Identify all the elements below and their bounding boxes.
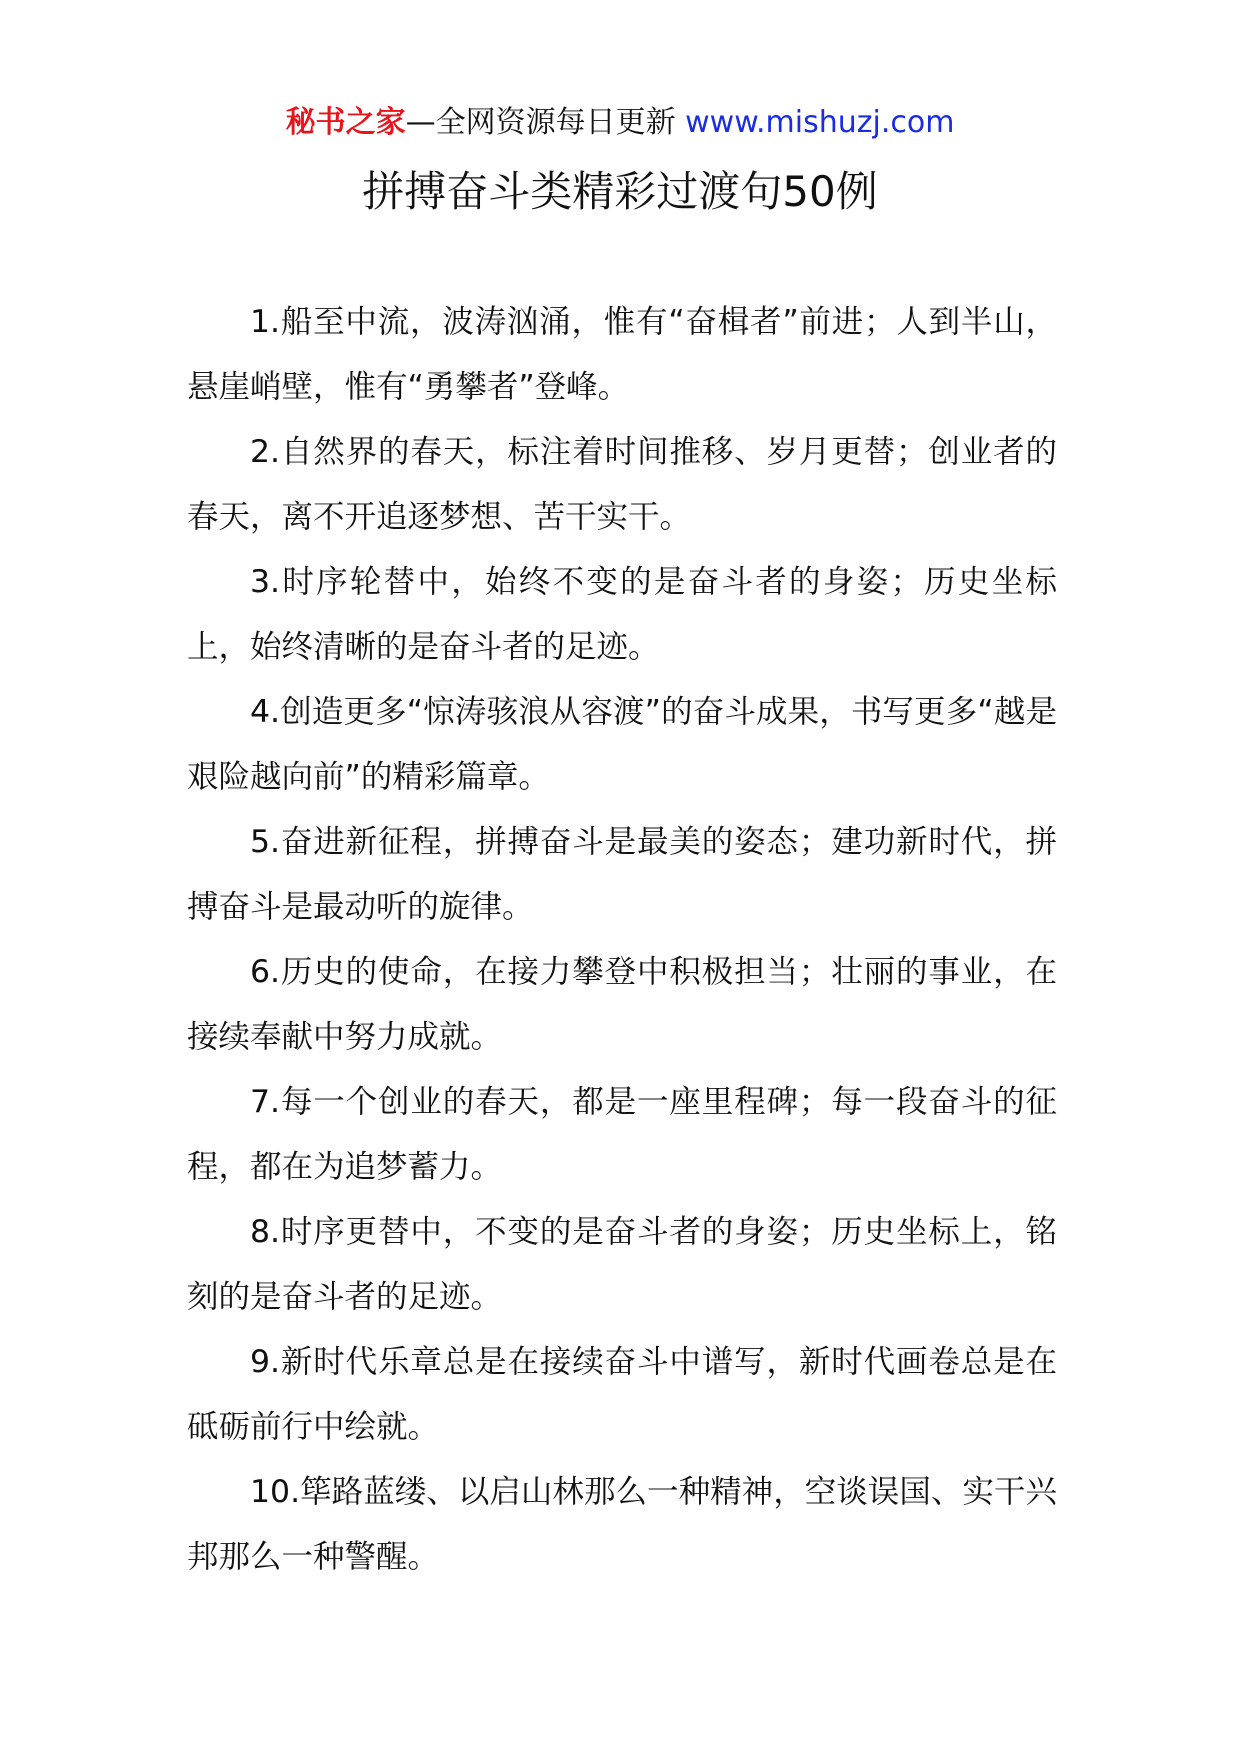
list-item: 7.每一个创业的春天，都是一座里程碑；每一段奋斗的征程，都在为追梦蓄力。 xyxy=(187,1084,1057,1185)
list-item: 1.船至中流，波涛汹涌，惟有“奋楫者”前进；人到半山，悬崖峭壁，惟有“勇攀者”登峰。 xyxy=(187,304,1057,405)
list-item: 6.历史的使命，在接力攀登中积极担当；壮丽的事业，在接续奉献中努力成就。 xyxy=(187,954,1057,1055)
document-body xyxy=(187,290,1057,1590)
brand-name: 秘书之家 xyxy=(285,105,406,140)
list-item: 2.自然界的春天，标注着时间推移、岁月更替；创业者的春天，离不开追逐梦想、苦干实干。 xyxy=(187,434,1057,535)
list-item: 3.时序轮替中，始终不变的是奋斗者的身姿；历史坐标上，始终清晰的是奋斗者的足迹。 xyxy=(187,564,1057,665)
list-item: 5.奋进新征程，拼搏奋斗是最美的姿态；建功新时代，拼搏奋斗是最动听的旋律。 xyxy=(187,824,1057,925)
site-url-link[interactable]: www.mishuzj.com xyxy=(685,105,955,140)
list-item: 4.创造更多“惊涛骇浪从容渡”的奋斗成果，书写更多“越是艰险越向前”的精彩篇章。 xyxy=(187,694,1057,795)
header-tagline: —全网资源每日更新 xyxy=(405,105,686,140)
list-item: 10.筚路蓝缕、以启山林那么一种精神，空谈误国、实干兴邦那么一种警醒。 xyxy=(187,1474,1057,1575)
document-title: 拼搏奋斗类精彩过渡句50例 xyxy=(362,167,878,216)
site-header xyxy=(0,100,1240,146)
list-item: 8.时序更替中，不变的是奋斗者的身姿；历史坐标上，铭刻的是奋斗者的足迹。 xyxy=(187,1214,1057,1315)
list-item: 9.新时代乐章总是在接续奋斗中谱写，新时代画卷总是在砥砺前行中绘就。 xyxy=(187,1344,1057,1445)
